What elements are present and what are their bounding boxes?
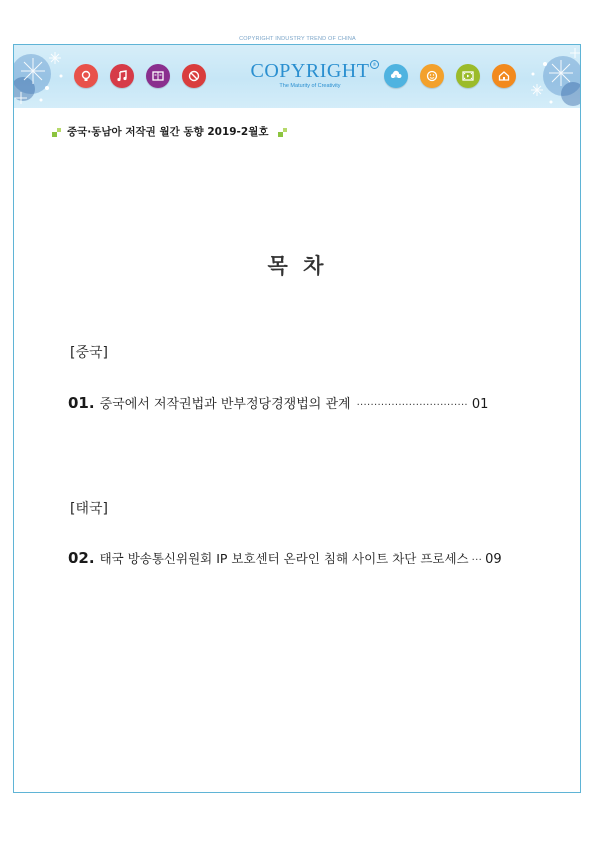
green-squares-left-icon bbox=[52, 126, 64, 138]
toc-entry-02[interactable] bbox=[68, 549, 502, 567]
logo-word: COPYRIGHT bbox=[250, 60, 370, 82]
toc-title: 목 차 bbox=[267, 254, 328, 278]
toc-entry-text: 태국 방송통신위원회 IP 보호센터 온라인 침해 사이트 차단 프로세스 bbox=[99, 551, 469, 566]
logo-tagline: The Maturity of Creativity bbox=[279, 83, 341, 89]
toc-page-number: 09 bbox=[485, 552, 502, 567]
issue-header bbox=[52, 124, 290, 139]
toc-entry-number: 01. bbox=[68, 394, 95, 412]
toc-entry-text: 중국에서 저작권법과 반부정당경쟁법의 관계 bbox=[99, 397, 351, 412]
top-caption: COPYRIGHT INDUSTRY TREND OF CHINA bbox=[239, 36, 356, 42]
section-label-china: [중국] bbox=[70, 345, 108, 361]
issue-title: 중국·동남아 저작권 월간 동향 2019-2월호 bbox=[67, 126, 269, 138]
toc-leader-dots: ································ bbox=[356, 400, 468, 411]
toc-entry-01[interactable] bbox=[68, 393, 488, 412]
green-squares-right-icon bbox=[278, 126, 290, 138]
page-frame bbox=[13, 44, 581, 793]
toc-entry-number: 02. bbox=[68, 549, 95, 567]
toc-leader-dots: ··· bbox=[471, 555, 483, 566]
registered-mark-icon: ® bbox=[370, 60, 379, 69]
toc-page-number: 01 bbox=[471, 397, 489, 412]
section-label-thailand: [태국] bbox=[70, 501, 108, 517]
